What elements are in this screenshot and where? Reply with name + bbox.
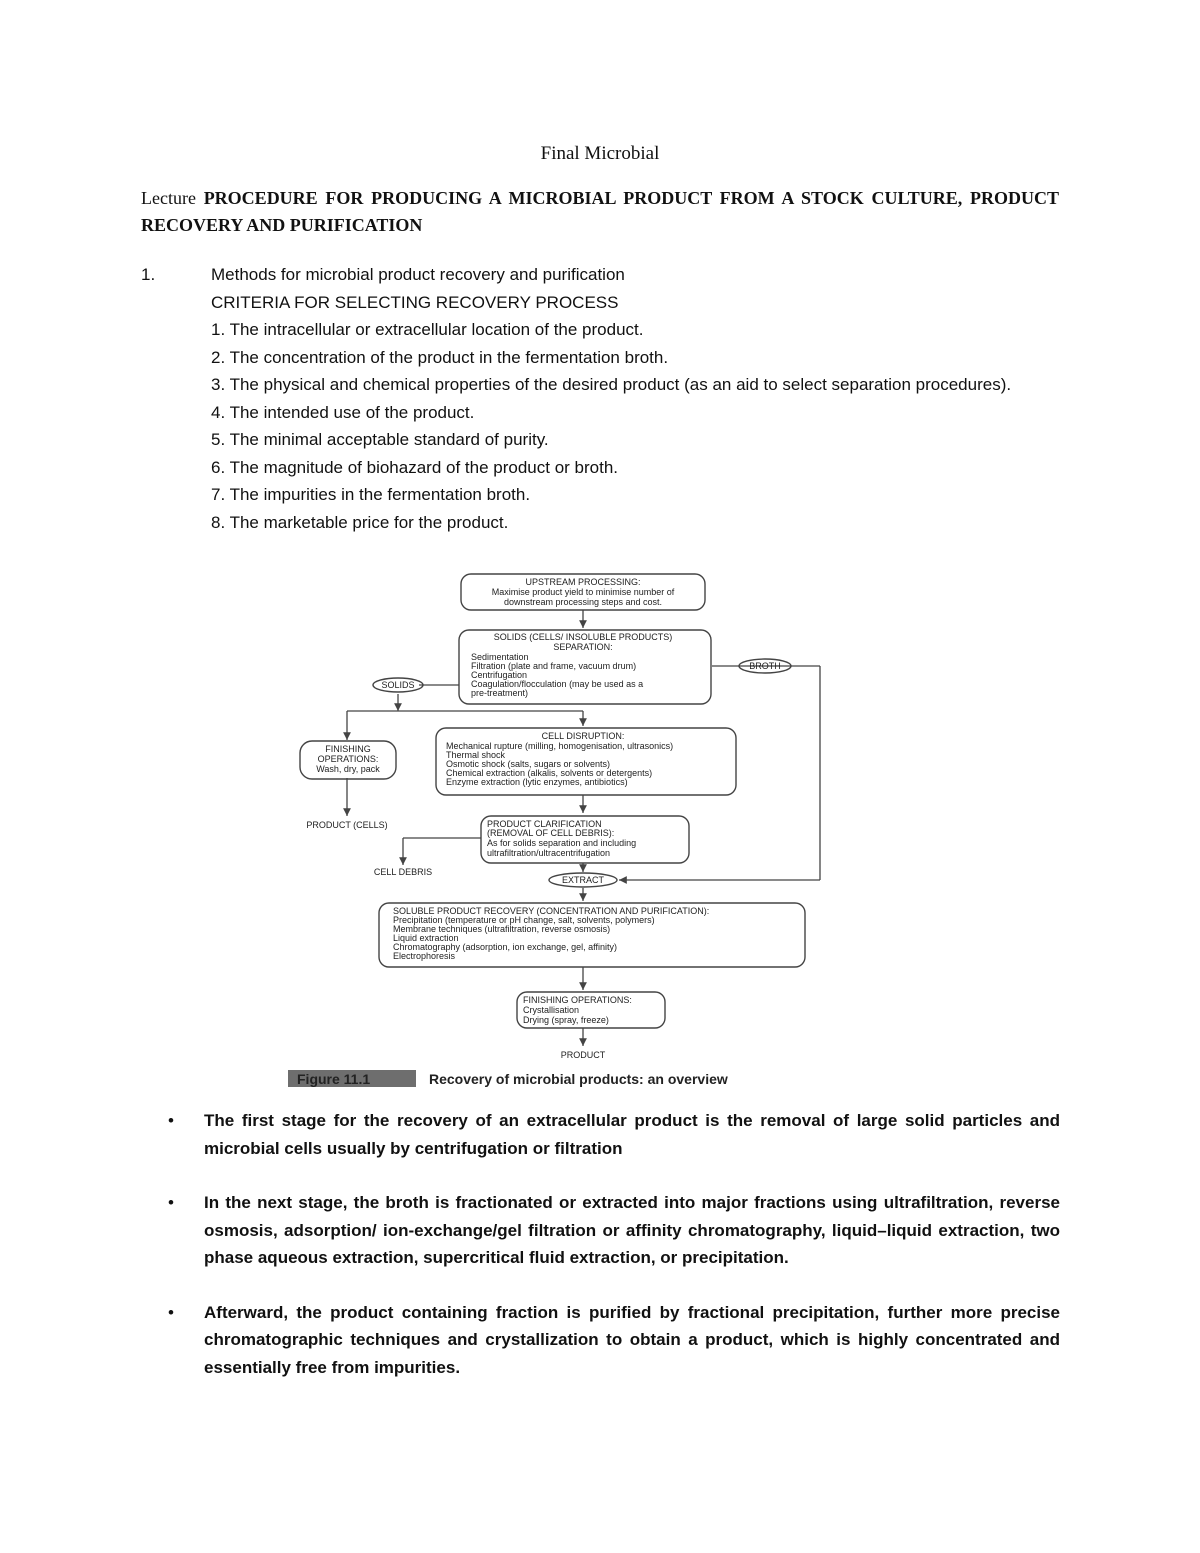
soluble-line: Membrane techniques (ultrafiltration, reverse osmosis) xyxy=(393,924,611,934)
bullet-item xyxy=(168,1107,1060,1162)
solids-separation-line: pre-treatment) xyxy=(471,688,529,698)
soluble-line: Chromatography (adsorption, ion exchange, gel, affinity) xyxy=(393,942,617,952)
methods-title: Methods for microbial product recovery and purification xyxy=(211,265,625,284)
figure-caption-text: Recovery of microbial products: an overview xyxy=(429,1071,728,1087)
upstream-line: downstream processing steps and cost. xyxy=(503,597,663,607)
clarification-line: PRODUCT CLARIFICATION xyxy=(487,819,602,829)
upstream-title: UPSTREAM PROCESSING: xyxy=(525,577,641,587)
soluble-line: Liquid extraction xyxy=(393,933,459,943)
bullet-symbol: • xyxy=(168,1193,174,1212)
bullet-text: In the next stage, the broth is fractionated or extracted into major fractions using ultrafiltration, reverse osmosis, adsorption/ ion-exchange/gel filtration or affinity chromatography, liquid–liquid extraction, two phase aqueous extraction, supercritical fluid extraction, or precipitation. xyxy=(204,1193,1060,1267)
product-cells-label: PRODUCT (CELLS) xyxy=(306,820,388,830)
finishing-small-line: FINISHING xyxy=(325,744,371,754)
bullet-list xyxy=(168,1107,1060,1408)
cell-disruption-line: Enzyme extraction (lytic enzymes, antibiotics) xyxy=(446,777,628,787)
flowchart-svg xyxy=(285,568,825,1093)
solids-separation-line: Sedimentation xyxy=(471,652,529,662)
lecture-heading xyxy=(141,185,1059,239)
lecture-title: PROCEDURE FOR PRODUCING A MICROBIAL PRODUCT FROM A STOCK CULTURE, PRODUCT RECOVERY AND PURIFICATION xyxy=(141,188,1060,235)
solids-separation-line: Centrifugation xyxy=(471,670,528,680)
document-title: Final Microbial xyxy=(540,143,660,164)
upstream-line: Maximise product yield to minimise number of xyxy=(491,587,675,597)
criteria-item: 8. The marketable price for the product. xyxy=(211,512,509,532)
soluble-title: SOLUBLE PRODUCT RECOVERY (CONCENTRATION AND PURIFICATION): xyxy=(393,906,710,916)
solids-label: SOLIDS xyxy=(381,680,415,690)
cell-disruption-title: CELL DISRUPTION: xyxy=(541,731,625,741)
methods-title-row xyxy=(141,261,1081,289)
bullet-text: The first stage for the recovery of an extracellular product is the removal of large solid particles and microbial cells usually by centrifugation or filtration xyxy=(204,1111,1060,1158)
solids-separation-title: SEPARATION: xyxy=(553,642,613,652)
lecture-label: Lecture xyxy=(141,188,196,208)
criteria-item: 2. The concentration of the product in the fermentation broth. xyxy=(211,347,669,367)
soluble-line: Electrophoresis xyxy=(393,951,456,961)
bullet-symbol: • xyxy=(168,1302,174,1322)
soluble-line: Precipitation (temperature or pH change, salt, solvents, polymers) xyxy=(393,915,655,925)
cell-disruption-line: Osmotic shock (salts, sugars or solvents) xyxy=(446,759,611,769)
solids-separation-line: Coagulation/flocculation (may be used as a xyxy=(471,679,644,689)
finishing-final-line: FINISHING OPERATIONS: xyxy=(523,995,632,1005)
cell-debris-label: CELL DEBRIS xyxy=(373,867,433,877)
criteria-heading: CRITERIA FOR SELECTING RECOVERY PROCESS xyxy=(211,292,619,312)
criteria-item: 6. The magnitude of biohazard of the product or broth. xyxy=(211,457,619,477)
bullet-item xyxy=(168,1299,1060,1382)
figure-caption-label: Figure 11.1 xyxy=(297,1071,371,1087)
cell-disruption-line: Thermal shock xyxy=(446,750,506,760)
solids-separation-line: Filtration (plate and frame, vacuum drum) xyxy=(471,661,637,671)
recovery-flowchart-figure xyxy=(285,568,825,1093)
criteria-item: 4. The intended use of the product. xyxy=(211,402,475,422)
clarification-line: ultrafiltration/ultracentrifugation xyxy=(487,848,611,858)
clarification-line: (REMOVAL OF CELL DEBRIS): xyxy=(487,828,615,838)
criteria-item: 1. The intracellular or extracellular location of the product. xyxy=(211,320,644,339)
cell-disruption-line: Chemical extraction (alkalis, solvents or detergents) xyxy=(446,768,653,778)
broth-label: BROTH xyxy=(749,661,781,671)
solids-separation-title: SOLIDS (CELLS/ INSOLUBLE PRODUCTS) xyxy=(493,632,673,642)
methods-number: 1. xyxy=(141,265,156,284)
finishing-small-line: OPERATIONS: xyxy=(317,754,379,764)
finishing-final-line: Crystallisation xyxy=(523,1005,580,1015)
product-label: PRODUCT xyxy=(560,1050,606,1060)
clarification-line: As for solids separation and including xyxy=(487,838,637,848)
criteria-item: 5. The minimal acceptable standard of purity. xyxy=(211,430,549,449)
criteria-item: 7. The impurities in the fermentation broth. xyxy=(211,485,531,504)
extract-label: EXTRACT xyxy=(561,875,605,885)
finishing-final-line: Drying (spray, freeze) xyxy=(523,1015,609,1025)
methods-section xyxy=(141,261,1081,536)
bullet-text: Afterward, the product containing fraction is purified by fractional precipitation, further more precise chromatographic techniques and crystallization to obtain a product, which is highly concentrated and essentially free from impurities. xyxy=(204,1302,1060,1377)
finishing-small-line: Wash, dry, pack xyxy=(316,764,380,774)
cell-disruption-line: Mechanical rupture (milling, homogenisation, ultrasonics) xyxy=(446,741,674,751)
bullet-item xyxy=(168,1189,1060,1272)
bullet-symbol: • xyxy=(168,1111,174,1130)
criteria-item: 3. The physical and chemical properties of the desired product (as an aid to select separation procedures). xyxy=(211,375,1012,394)
